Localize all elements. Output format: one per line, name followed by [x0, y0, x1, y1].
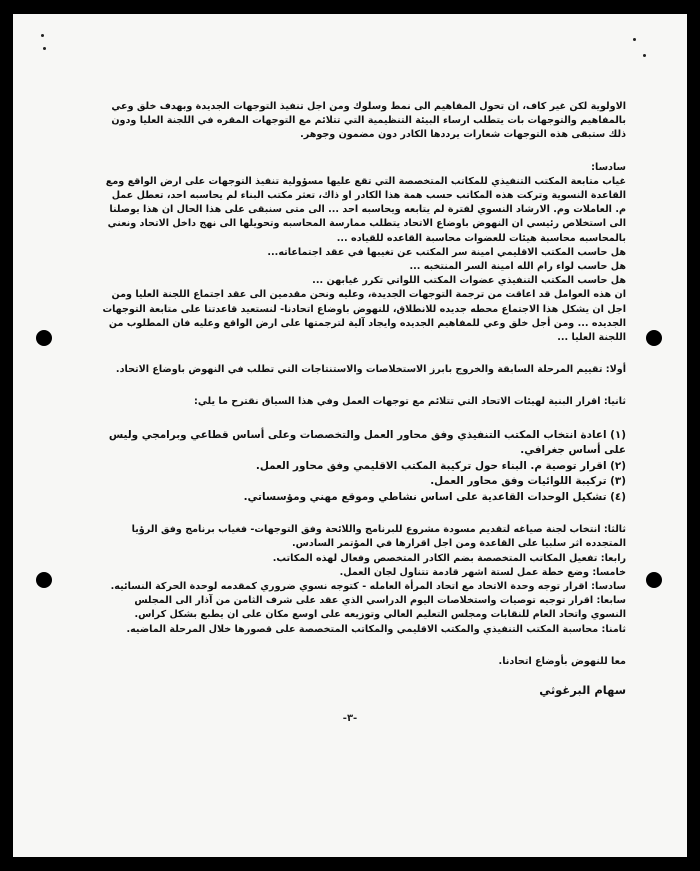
third-point: ثالثا: انتخاب لجنة صياغه لتقديم مسودة مشروع للبرنامج واللائحة وفق التوجهات- فغياب برنامج وفق الرؤيا المتجدده اثر سلبيا على القاعدة ومن اجل اقرارها في المؤتمر السادس. [131, 524, 626, 550]
scan-speck [43, 47, 46, 50]
scan-speck [643, 54, 646, 57]
intro-paragraph: الاولوية لكن غير كاف، ان تحول المفاهيم الى نمط وسلوك ومن اجل تنفيذ التوجهات الجديدة وبهدف خلق وعي بالمفاهيم والتوجهات بات يتطلب ارساء البيئة التنظيمية التي تتلائم مع التوجهات المقره في اللجنة العليا ودون ذلك ستبقى هذه التوجهات شعارات يرددها الكادر دون مضمون وجوهر. [111, 101, 626, 141]
list-item: (٤) تشكيل الوحدات القاعدية على اساس نشاطي وموقع مهني ومؤسساتي. [243, 490, 626, 503]
question-line: هل حاسب المكتب التنفيذي عضوات المكتب اللواتي تكرر غيابهن ... [312, 275, 626, 287]
section-sixth-conclusion: ان هذه العوامل قد اعاقت من ترجمة التوجهات الجديدة، وعليه ونحن مقدمين الى عقد اجتماع اللجنة العليا ومن اجل ان يشكل هذا الاجتماع محطه جديده للانطلاق، للنهوض باوضاع اتحادنا- لنستعيد قاعدتنا على متابعة التوجهات الجديده ... ومن أجل خلق وعي للمفاهيم الجديده وايجاد آلية لترجمتها على ارض الواقع وعليه فان المطلوب من اللجنة العليا ... [102, 289, 626, 344]
punch-hole-top-right [646, 330, 662, 346]
seventh-point: سابعا: اقرار توجيه توصيات واستخلاصات اليوم الدراسي الذي عقد على شرف الثامن من آذار الى المجلس النسوي واتحاد العام للنقابات ومجلس التعليم العالي وتوزيعه على اوسع مكان على ان يطبع بشكل كراس. [134, 595, 626, 621]
document-page [13, 14, 687, 857]
fifth-point: خامسا: وضع خطة عمل لستة اشهر قادمة تتناول لجان العمل. [339, 566, 626, 578]
eighth-point: ثامنا: محاسبة المكتب التنفيذي والمكتب الاقليمي والمكاتب المتخصصة على قصورها خلال المرحلة الماضيه. [126, 623, 626, 635]
signature-name: سهام البرغوثي [539, 682, 626, 697]
first-point: أولا: تقييم المرحلة السابقة والخروج بابرز الاستخلاصات والاستنتاجات التي تطلب في النهوض باوضاع الاتحاد. [115, 364, 626, 376]
second-point: ثانيا: اقرار البنية لهيئات الاتحاد التي تتلائم مع توجهات العمل وفي هذا السياق نقترح ما يلي: [194, 396, 626, 408]
punch-hole-bottom-right [646, 572, 662, 588]
punch-hole-top-left [36, 330, 52, 346]
list-item: (٣) تركيبة اللوائيات وفق محاور العمل. [430, 475, 626, 488]
punch-hole-bottom-left [36, 572, 52, 588]
list-item: (١) اعادة انتخاب المكتب التنفيذي وفق محاور العمل والتخصصات وعلى أساس قطاعي وبرامجي وليس على أساس جغرافي. [108, 428, 626, 457]
sixth-point: سادسا: اقرار توجه وحدة الاتحاد مع اتحاد المرأة العامله - كتوجه نسوي ضروري كمقدمه لوحدة الحركة النسائيه. [110, 580, 626, 592]
section-sixth-body: غياب متابعة المكتب التنفيذي للمكاتب المتخصصة التي تقع عليها مسؤولية تنفيذ التوجهات على ارض الواقع ومع القاعدة النسوية وتركت هذه المكاتب حسب همة هذا الكادر او ذاك، تعثر مكتب البناء لم يحاسبه احد، تعطل عمل م. العاملات وم. الارشاد النسوي لفترة لم يتابعه ويحاسبه احد ... الى متى سنبقى على هذا الحال ان هذا يوصلنا الى استخلاص رئيسي ان النهوض باوضاع الاتحاد يتطلب ممارسة المحاسبه وتحويلها الى نهج داخل الاتحاد ونعني بالمحاسبه محاسبة هيئات للعضوات محاسبة القاعده للقياده ... [105, 175, 626, 244]
closing-line: معا للنهوض بأوضاع اتحادنا. [498, 655, 626, 667]
fourth-point: رابعا: تفعيل المكاتب المتخصصة بضم الكادر المتخصص وفعال لهذه المكاتب. [272, 552, 626, 564]
section-sixth-heading: سادسا: [591, 161, 626, 173]
page-number: -٣- [342, 713, 358, 724]
list-item: (٢) اقرار توصية م. البناء حول تركيبة المكتب الاقليمي وفق محاور العمل. [255, 459, 626, 472]
question-line: هل حاسب المكتب الاقليمي امينة سر المكتب عن تغيبها في عقد اجتماعاته... [267, 246, 626, 258]
question-line: هل حاسب لواء رام الله امينة السر المنتخبه ... [409, 261, 626, 273]
scan-speck [633, 38, 636, 41]
document-body [101, 100, 626, 697]
scan-speck [41, 34, 44, 37]
